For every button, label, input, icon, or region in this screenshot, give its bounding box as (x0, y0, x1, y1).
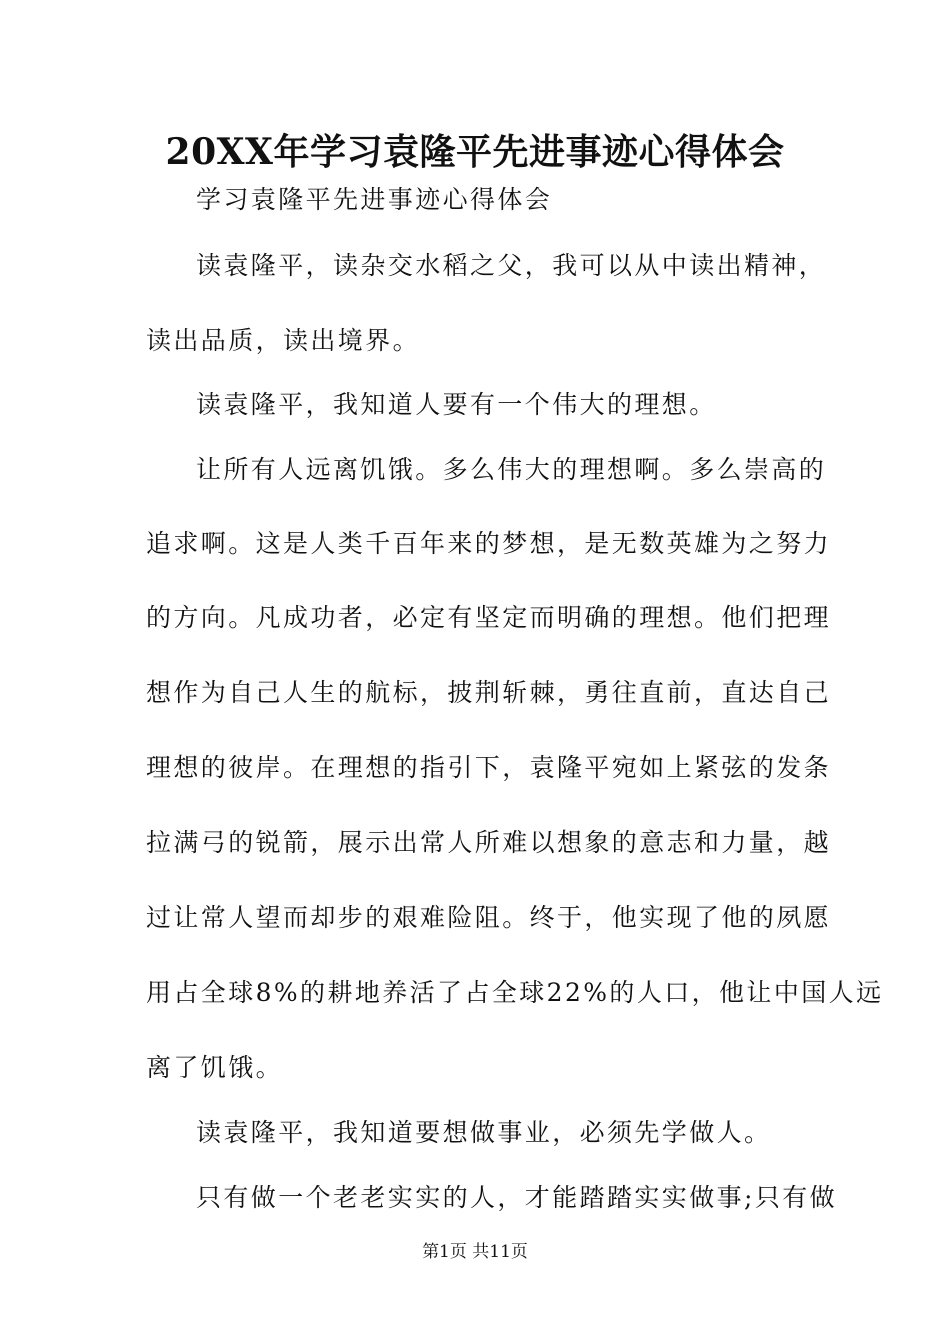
paragraph-line: 用占全球8%的耕地养活了占全球22%的人口，他让中国人远 (146, 978, 884, 1007)
paragraph-line: 读出品质，读出境界。 (146, 326, 421, 355)
paragraph-line: 读袁隆平，我知道人要有一个伟大的理想。 (196, 390, 717, 419)
paragraph-line: 过让常人望而却步的艰难险阻。终于，他实现了他的夙愿 (146, 903, 832, 932)
paragraph-line: 读袁隆平，读杂交水稻之父，我可以从中读出精神， (196, 251, 827, 280)
paragraph-line: 的方向。凡成功者，必定有坚定而明确的理想。他们把理 (146, 603, 832, 632)
page-footer: 第1页 共11页 (422, 1242, 528, 1262)
paragraph-line: 理想的彼岸。在理想的指引下，袁隆平宛如上紧弦的发条 (146, 753, 832, 782)
subtitle-line: 学习袁隆平先进事迹心得体会 (196, 185, 553, 214)
paragraph-line: 追求啊。这是人类千百年来的梦想，是无数英雄为之努力 (146, 529, 832, 558)
paragraph-line: 离了饥饿。 (146, 1053, 284, 1082)
paragraph-line: 让所有人远离饥饿。多么伟大的理想啊。多么崇高的 (196, 455, 827, 484)
paragraph-line: 想作为自己人生的航标，披荆斩棘，勇往直前，直达自己 (146, 678, 832, 707)
document-title: 20XX年学习袁隆平先进事迹心得体会 (165, 131, 785, 173)
paragraph-line: 读袁隆平，我知道要想做事业，必须先学做人。 (196, 1118, 772, 1147)
paragraph-line: 拉满弓的锐箭，展示出常人所难以想象的意志和力量，越 (146, 828, 832, 857)
paragraph-line: 只有做一个老老实实的人，才能踏踏实实做事;只有做 (196, 1183, 838, 1212)
